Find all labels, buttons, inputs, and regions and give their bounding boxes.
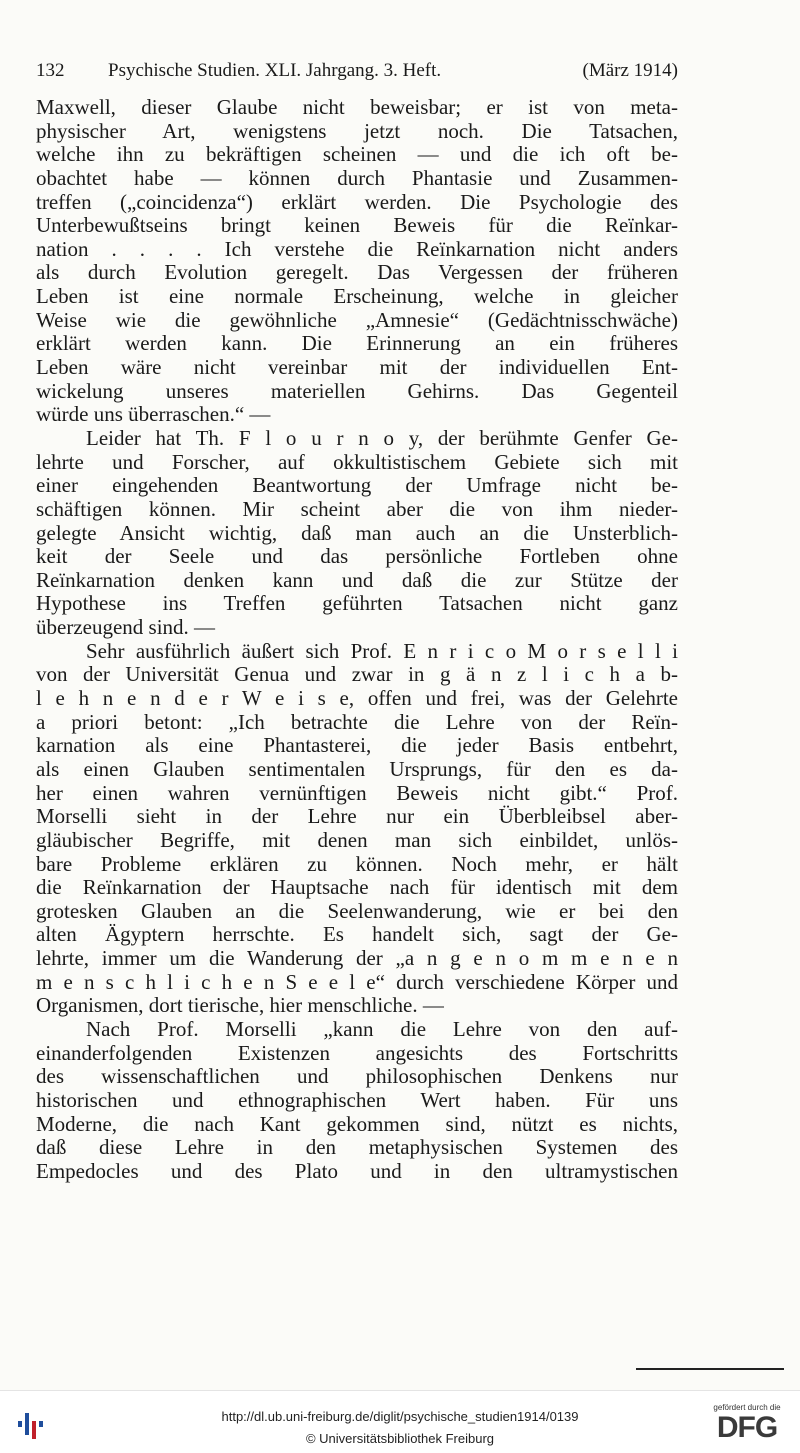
- text-line: historischen und ethnographischen Wert haben. Für uns: [36, 1088, 678, 1112]
- text-line: wickelung unseres materiellen Gehirns. Das Gegenteil: [36, 379, 678, 403]
- text-line: Leider hat Th. F l o u r n o y, der berühmte Genfer Ge-: [86, 426, 678, 450]
- text-line: lehrte, immer um die Wanderung der „a n g e n o m m e n e n: [36, 947, 678, 971]
- text-line: Leben ist eine normale Erscheinung, welche in gleicher: [36, 285, 678, 309]
- running-title: Psychische Studien. XLI. Jahrgang. 3. Heft.: [108, 60, 442, 81]
- funding-note: gefördert durch die: [713, 1403, 781, 1412]
- text-line: Moderne, die nach Kant gekommen sind, nützt es nichts,: [36, 1112, 678, 1136]
- dfg-logo: DFG: [716, 1411, 778, 1444]
- text-line: nation . . . . Ich verstehe die Reïnkarnation nicht anders: [36, 237, 678, 261]
- text-line: Empedocles und des Plato und in den ultramystischen: [36, 1159, 678, 1183]
- text-line: welche ihn zu bekräftigen scheinen — und die ich oft be-: [36, 143, 678, 167]
- text-line: bare Probleme erklären zu können. Noch mehr, er hält: [36, 852, 678, 876]
- text-line: gelegte Ansicht wichtig, daß man auch an die Unsterblich-: [36, 521, 678, 545]
- text-line: die Reïnkarnation der Hauptsache nach für identisch mit dem: [36, 876, 678, 900]
- text-line: Nach Prof. Morselli „kann die Lehre von den auf-: [86, 1017, 678, 1041]
- text-line: physischer Art, wenigstens jetzt noch. Die Tatsachen,: [36, 119, 678, 143]
- text-line: m e n s c h l i c h e n S e e l e“ durch verschiedene Körper und: [36, 970, 678, 994]
- text-line: lehrte und Forscher, auf okkultistischem Gebiete sich mit: [36, 450, 678, 474]
- text-line: her einen wahren vernünftigen Beweis nicht gibt.“ Prof.: [36, 781, 678, 805]
- text-line: erklärt werden kann. Die Erinnerung an ein früheres: [36, 332, 678, 356]
- text-line: treffen („coincidenza“) erklärt werden. Die Psychologie des: [36, 190, 678, 214]
- page-number: 132: [36, 60, 65, 81]
- text-line: Hypothese ins Treffen geführten Tatsachen nicht ganz: [36, 592, 678, 616]
- footnote-rule: [636, 1368, 784, 1370]
- text-line: Sehr ausführlich äußert sich Prof. E n r i c o M o r s e l l i: [86, 639, 678, 663]
- text-line: grotesken Glauben an die Seelenwanderung, wie er bei den: [36, 899, 678, 923]
- text-line: überzeugend sind. —: [36, 616, 216, 640]
- text-line: alten Ägyptern herrschte. Es handelt sich, sagt der Ge-: [36, 923, 678, 947]
- library-logo-icon: [16, 1407, 48, 1441]
- text-line: gläubischer Begriffe, mit denen man sich einbildet, unlös-: [36, 828, 678, 852]
- body-text: [36, 96, 678, 1183]
- text-line: würde uns überraschen.“ —: [36, 403, 271, 427]
- text-line: Morselli sieht in der Lehre nur ein Überbleibsel aber-: [36, 805, 678, 829]
- text-line: a priori betont: „Ich betrachte die Lehre von der Reïn-: [36, 710, 678, 734]
- text-line: schäftigen können. Mir scheint aber die von ihm nieder-: [36, 497, 678, 521]
- permalink-url[interactable]: http://dl.ub.uni-freiburg.de/diglit/psychische_studien1914/0139: [221, 1409, 579, 1424]
- text-line: l e h n e n d e r W e i s e, offen und frei, was der Gelehrte: [36, 687, 678, 711]
- text-line: Leben wäre nicht vereinbar mit der individuellen Ent-: [36, 356, 678, 380]
- text-line: Organismen, dort tierische, hier menschliche. —: [36, 994, 444, 1018]
- text-line: einanderfolgenden Existenzen angesichts des Fortschritts: [36, 1041, 678, 1065]
- text-line: Weise wie die gewöhnliche „Amnesie“ (Gedächtnisschwäche): [36, 308, 678, 332]
- text-line: Unterbewußtseins bringt keinen Beweis für die Reïnkar-: [36, 214, 678, 238]
- text-line: karnation als eine Phantasterei, die jeder Basis entbehrt,: [36, 734, 678, 758]
- text-line: daß diese Lehre in den metaphysischen Systemen des: [36, 1136, 678, 1160]
- text-line: Reïnkarnation denken kann und daß die zur Stütze der: [36, 568, 678, 592]
- text-line: keit der Seele und das persönliche Fortleben ohne: [36, 545, 678, 569]
- text-line: obachtet habe — können durch Phantasie und Zusammen-: [36, 166, 678, 190]
- running-header: [36, 60, 678, 86]
- text-line: des wissenschaftlichen und philosophischen Denkens nur: [36, 1065, 678, 1089]
- text-line: von der Universität Genua und zwar in g ä n z l i c h a b-: [36, 663, 678, 687]
- copyright-notice: © Universitätsbibliothek Freiburg: [305, 1431, 495, 1446]
- viewer-footer: [0, 1390, 800, 1453]
- issue-date: (März 1914): [582, 60, 678, 81]
- text-line: Maxwell, dieser Glaube nicht beweisbar; er ist von meta-: [36, 96, 678, 119]
- text-line: einer eingehenden Beantwortung der Umfrage nicht be-: [36, 474, 678, 498]
- text-line: als einen Glauben sentimentalen Ursprungs, für den es da-: [36, 757, 678, 781]
- text-line: als durch Evolution geregelt. Das Vergessen der früheren: [36, 261, 678, 285]
